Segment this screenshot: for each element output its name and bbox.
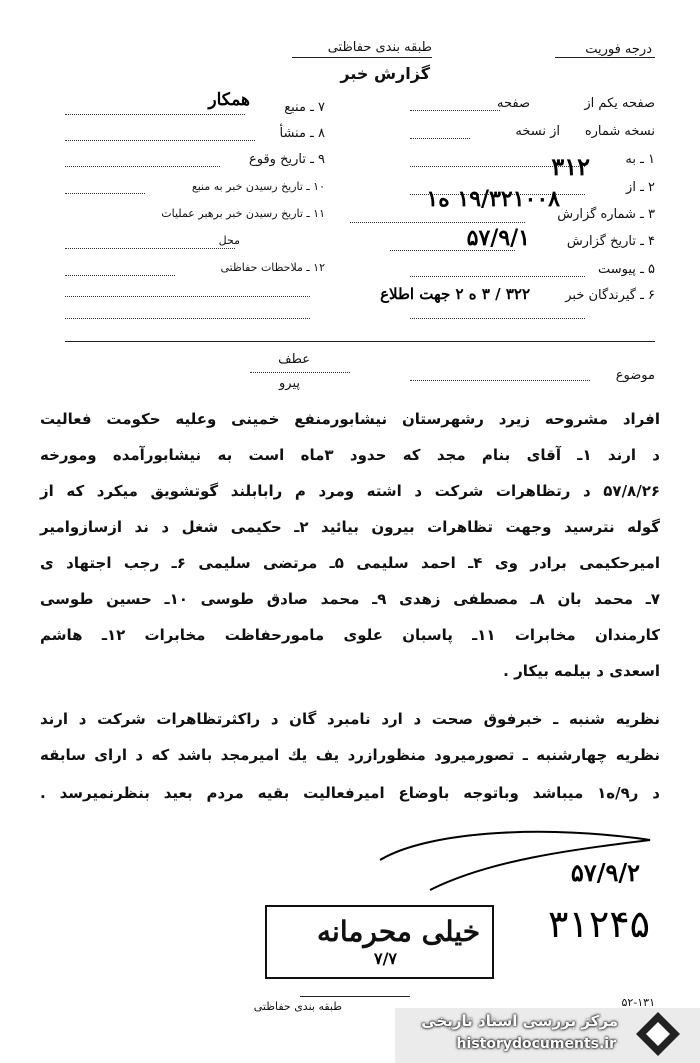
field-source-label: ۷ ـ منبع <box>284 100 325 115</box>
dotted-line <box>65 318 310 319</box>
atf-label: عطف <box>278 352 310 367</box>
field-page-label: صفحه یکم از <box>584 96 655 111</box>
stamp-text: خیلی محرمانه <box>317 915 480 948</box>
field-leader-date-label: ۱۱ ـ تاریخ رسیدن خبر برهبر عملیات <box>161 207 325 220</box>
dotted-line <box>65 296 310 297</box>
page-reference: ۵۲-۱۳۱ <box>621 996 655 1009</box>
field-source-value: همکار <box>208 90 250 110</box>
field-event-date-label: ۹ ـ تاریخ وقوع <box>248 152 325 167</box>
body-line: افراد مشروحه زیرد رشهرستان نیشابورمنفع خمینی وعلیه حکومت فعالیت <box>40 410 660 428</box>
field-security-notes-label: ۱۲ ـ ملاحظات حفاظتی <box>220 261 325 274</box>
classification-bottom: طبقه بندی حفاظتی <box>253 1000 342 1013</box>
signature-date: ۵۷/۹/۲ <box>570 858 640 887</box>
dotted-line <box>350 222 525 223</box>
field-recipients-label: ۶ ـ گیرندگان خبر <box>565 288 655 303</box>
urgency-underline <box>555 57 655 58</box>
dotted-line <box>410 380 590 381</box>
subject-label: موضوع <box>615 368 655 383</box>
field-report-date-value: ۵۷/۹/۱ <box>466 225 530 251</box>
stamp-sub: ۷/۷ <box>373 949 397 968</box>
field-report-date-label: ۴ ـ تاریخ گزارش <box>566 234 655 249</box>
watermark-url: historydocuments.ir <box>456 1036 616 1052</box>
urgency-label: درجه فوریت <box>585 42 652 57</box>
body-line: کارمندان مخابرات ۱۱ـ پاسبان علوی مامورحفاظت مخابرات ۱۲ـ هاشم <box>40 626 660 644</box>
dotted-line <box>390 250 515 251</box>
dotted-line <box>410 318 585 319</box>
body-line: نظریه شنبه ـ خبرفوق صحت د ارد نامبرد گان د راکثرتظاهرات شرکت د ارند <box>40 710 660 728</box>
field-page-extra: صفحه <box>497 96 530 111</box>
field-copy-extra: از نسخه <box>515 124 560 139</box>
field-from-label: ۲ ـ از <box>626 180 655 195</box>
dotted-line <box>410 110 500 111</box>
field-report-number-value: ۱۹/۳۲۱۰۰۸ ه۱ <box>426 186 560 212</box>
body-line: نظریه چهارشنبه ـ تصورمیرود منظورازرد یف یك امیرمجد باشد که د ارای سابقه <box>40 746 660 764</box>
dotted-line <box>250 372 350 373</box>
classification-underline <box>292 57 432 58</box>
field-copy-label: نسخه شماره <box>584 124 655 139</box>
watermark-title: مرکز بررسی اسناد تاریخی <box>421 1012 618 1030</box>
field-location-label: محل <box>218 234 240 247</box>
peyro-label: پیرو <box>279 376 300 391</box>
field-from-value: ۳۱۲ <box>551 152 590 181</box>
body-line: ۷ـ محمد بان ۸ـ مصطفی زهدی ۹ـ محمد صادق طوسی ۱۰ـ حسین طوسی <box>40 590 660 608</box>
body-line: گوله نترسید وجهت تظاهرات بیرون بیائید ۲ـ حکیمی شغل د ند ازسازوامیر <box>40 518 660 536</box>
report-title: گزارش خبر <box>340 64 430 83</box>
footer-rule <box>300 996 410 997</box>
dotted-line <box>65 248 235 249</box>
body-line: د ارند ۱ـ آقای بنام مجد که حدود ۳ماه است به نیشابورآمده ومورخه <box>40 446 661 464</box>
field-to-label: ۱ ـ به <box>625 152 655 167</box>
dotted-line <box>65 193 145 194</box>
body-line: د ر۹/ه۱ میباشد وباتوجه باوضاع امیرفعالیت بقیه مردم بعید بنظرنمیرسد . <box>40 784 660 802</box>
classification-stamp <box>265 905 494 979</box>
field-report-number-label: ۳ ـ شماره گزارش <box>557 207 655 222</box>
body-line: اسعدی د بیلمه بیکار . <box>503 662 660 680</box>
archive-number: ۳۱۲۴۵ <box>548 902 651 946</box>
dotted-line <box>65 140 255 141</box>
field-recipients-value: ۳۲۲ / ۳ ه ۲ جهت اطلاع <box>380 285 530 303</box>
body-line: ۵۷/۸/۲۶ د رتظاهرات شرکت د اشته ومرد م رابابلند گوتشویق میکرد که از <box>40 482 660 500</box>
dotted-line <box>65 275 175 276</box>
dotted-line <box>65 114 245 115</box>
field-source-date-label: ۱۰ ـ تاریخ رسیدن خبر به منبع <box>191 180 325 193</box>
dotted-line <box>410 138 470 139</box>
field-attachment-label: ۵ ـ پیوست <box>598 262 655 277</box>
dotted-line <box>65 166 220 167</box>
classification-top: طبقه بندی حفاظتی <box>327 40 432 55</box>
dotted-line <box>410 276 585 277</box>
archive-logo-icon <box>628 1008 686 1060</box>
section-separator <box>65 341 655 342</box>
body-line: امیرحکیمی برادر وی ۴ـ احمد سلیمی ۵ـ مرتضی سلیمی ۶ـ رجب اجتهاد ی <box>40 554 660 572</box>
field-origin-label: ۸ ـ منشأ <box>279 126 325 141</box>
